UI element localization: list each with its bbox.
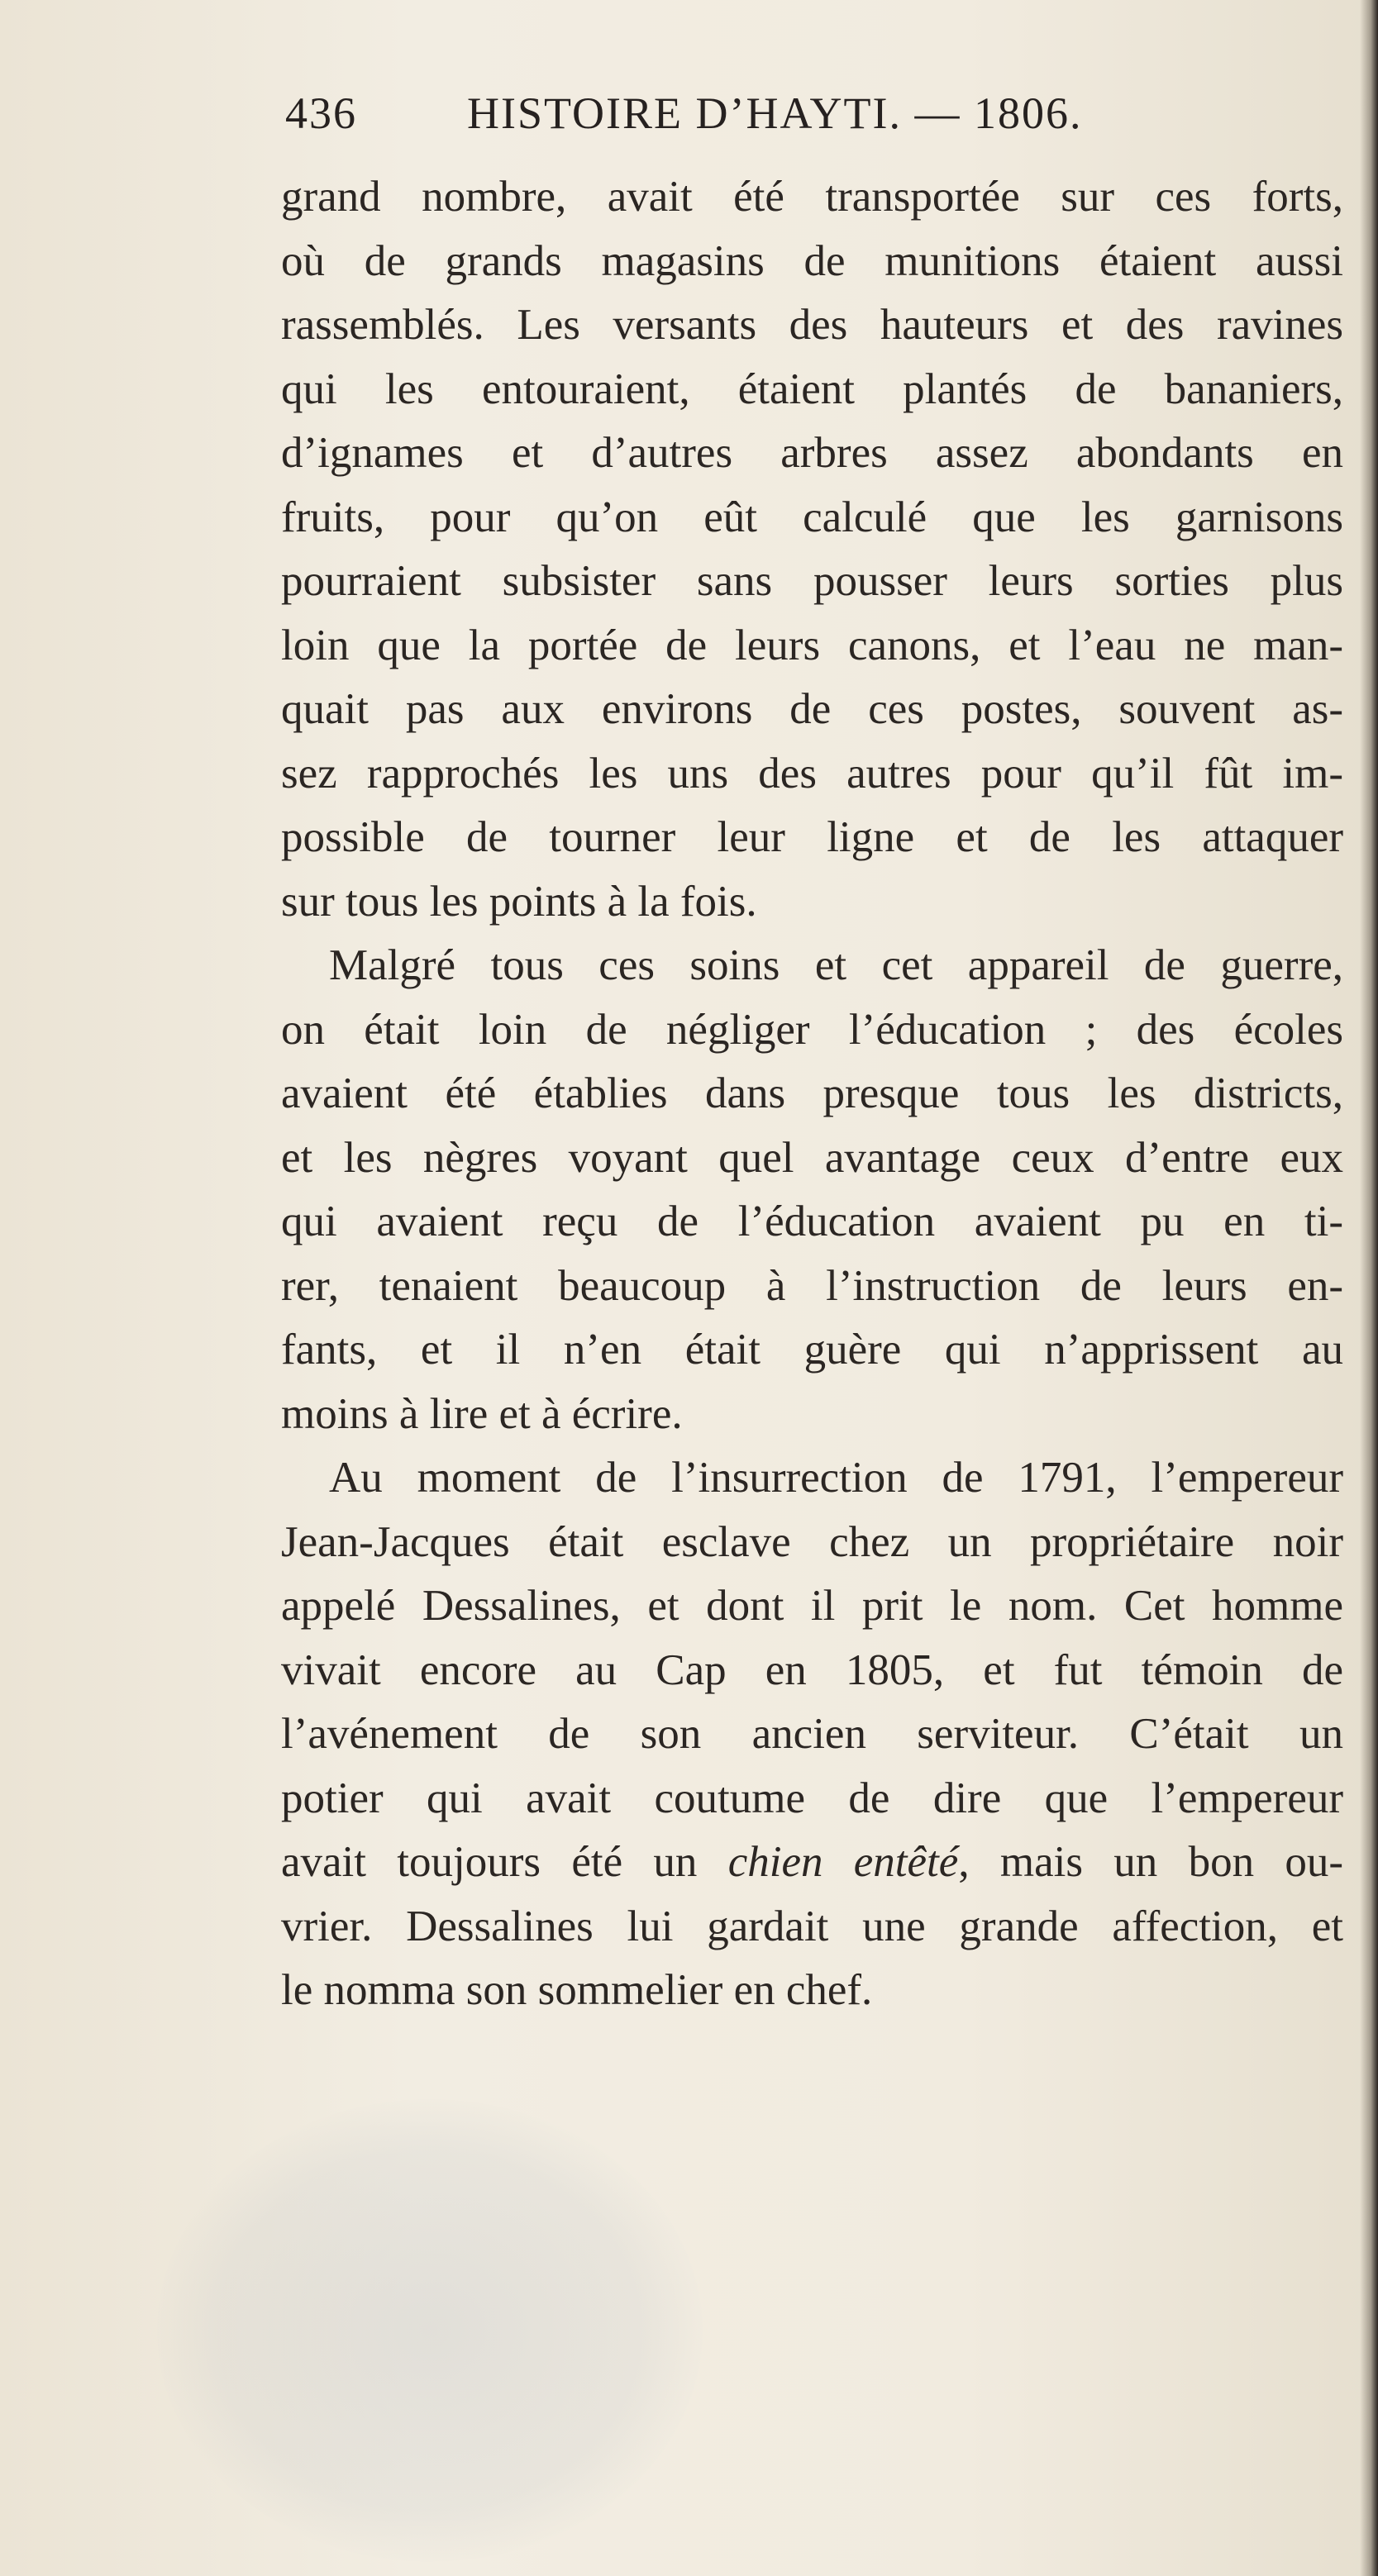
body-text	[281, 165, 1343, 2023]
text-line: possible de tourner leur ligne et de les attaquer	[281, 813, 1343, 861]
text-line: Au moment de l’insurrection de 1791, l’empereur	[329, 1454, 1343, 1502]
text-line: l’avénement de son ancien serviteur. C’était un	[281, 1710, 1343, 1758]
text-line: et les nègres voyant quel avantage ceux d’entre eux	[281, 1133, 1343, 1182]
text-line: sur tous les points à la fois.	[281, 877, 757, 926]
text-line: potier qui avait coutume de dire que l’empereur	[281, 1774, 1343, 1822]
text-line: loin que la portée de leurs canons, et l’eau ne man-	[281, 621, 1343, 669]
text-line: où de grands magasins de munitions étaient aussi	[281, 236, 1343, 285]
text-line: vivait encore au Cap en 1805, et fut témoin de	[281, 1645, 1343, 1694]
text-line: moins à lire et à écrire.	[281, 1389, 683, 1438]
page-edge-shadow	[1360, 0, 1378, 2576]
page-number: 436	[285, 88, 357, 138]
text-line: avaient été établies dans presque tous les districts,	[281, 1069, 1343, 1117]
text-line: qui avaient reçu de l’éducation avaient pu en ti-	[281, 1198, 1343, 1245]
text-line: quait pas aux environs de ces postes, souvent as-	[281, 685, 1343, 733]
text-line: fants, et il n’en était guère qui n’apprissent au	[281, 1326, 1343, 1374]
text-segment: avait toujours été un	[281, 1838, 728, 1886]
text-line: sez rapprochés les uns des autres pour qu’il fût im-	[281, 749, 1343, 798]
text-line: grand nombre, avait été transportée sur ces forts,	[281, 173, 1343, 221]
text-line: vrier. Dessalines lui gardait une grande affection, et	[281, 1902, 1343, 1950]
library-stamp-mark	[157, 2099, 703, 2562]
text-line: qui les entouraient, étaient plantés de bananiers,	[281, 364, 1343, 413]
page-header	[285, 83, 1211, 149]
text-line: on était loin de négliger l’éducation ; des écoles	[281, 1005, 1343, 1054]
text-line: le nomma son sommelier en chef.	[281, 1966, 873, 2014]
italic-phrase: chien entêté	[727, 1838, 959, 1886]
text-line: pourraient subsister sans pousser leurs sorties plus	[281, 557, 1343, 605]
text-line: Malgré tous ces soins et cet appareil de guerre,	[329, 941, 1343, 989]
text-line: rer, tenaient beaucoup à l’instruction de leurs en-	[281, 1261, 1343, 1310]
text-segment: , mais un bon ou-	[958, 1838, 1344, 1886]
text-line: Jean-Jacques était esclave chez un propriétaire noir	[281, 1517, 1343, 1566]
text-line: appelé Dessalines, et dont il prit le nom. Cet homme	[281, 1582, 1343, 1630]
text-line: d’ignames et d’autres arbres assez abondants en	[281, 429, 1343, 477]
text-line: fruits, pour qu’on eût calculé que les garnisons	[281, 493, 1343, 541]
text-line-mixed	[281, 1831, 1343, 1895]
text-line: rassemblés. Les versants des hauteurs et des ravines	[281, 301, 1343, 349]
running-head: HISTOIRE D’HAYTI. — 1806.	[467, 88, 1083, 138]
